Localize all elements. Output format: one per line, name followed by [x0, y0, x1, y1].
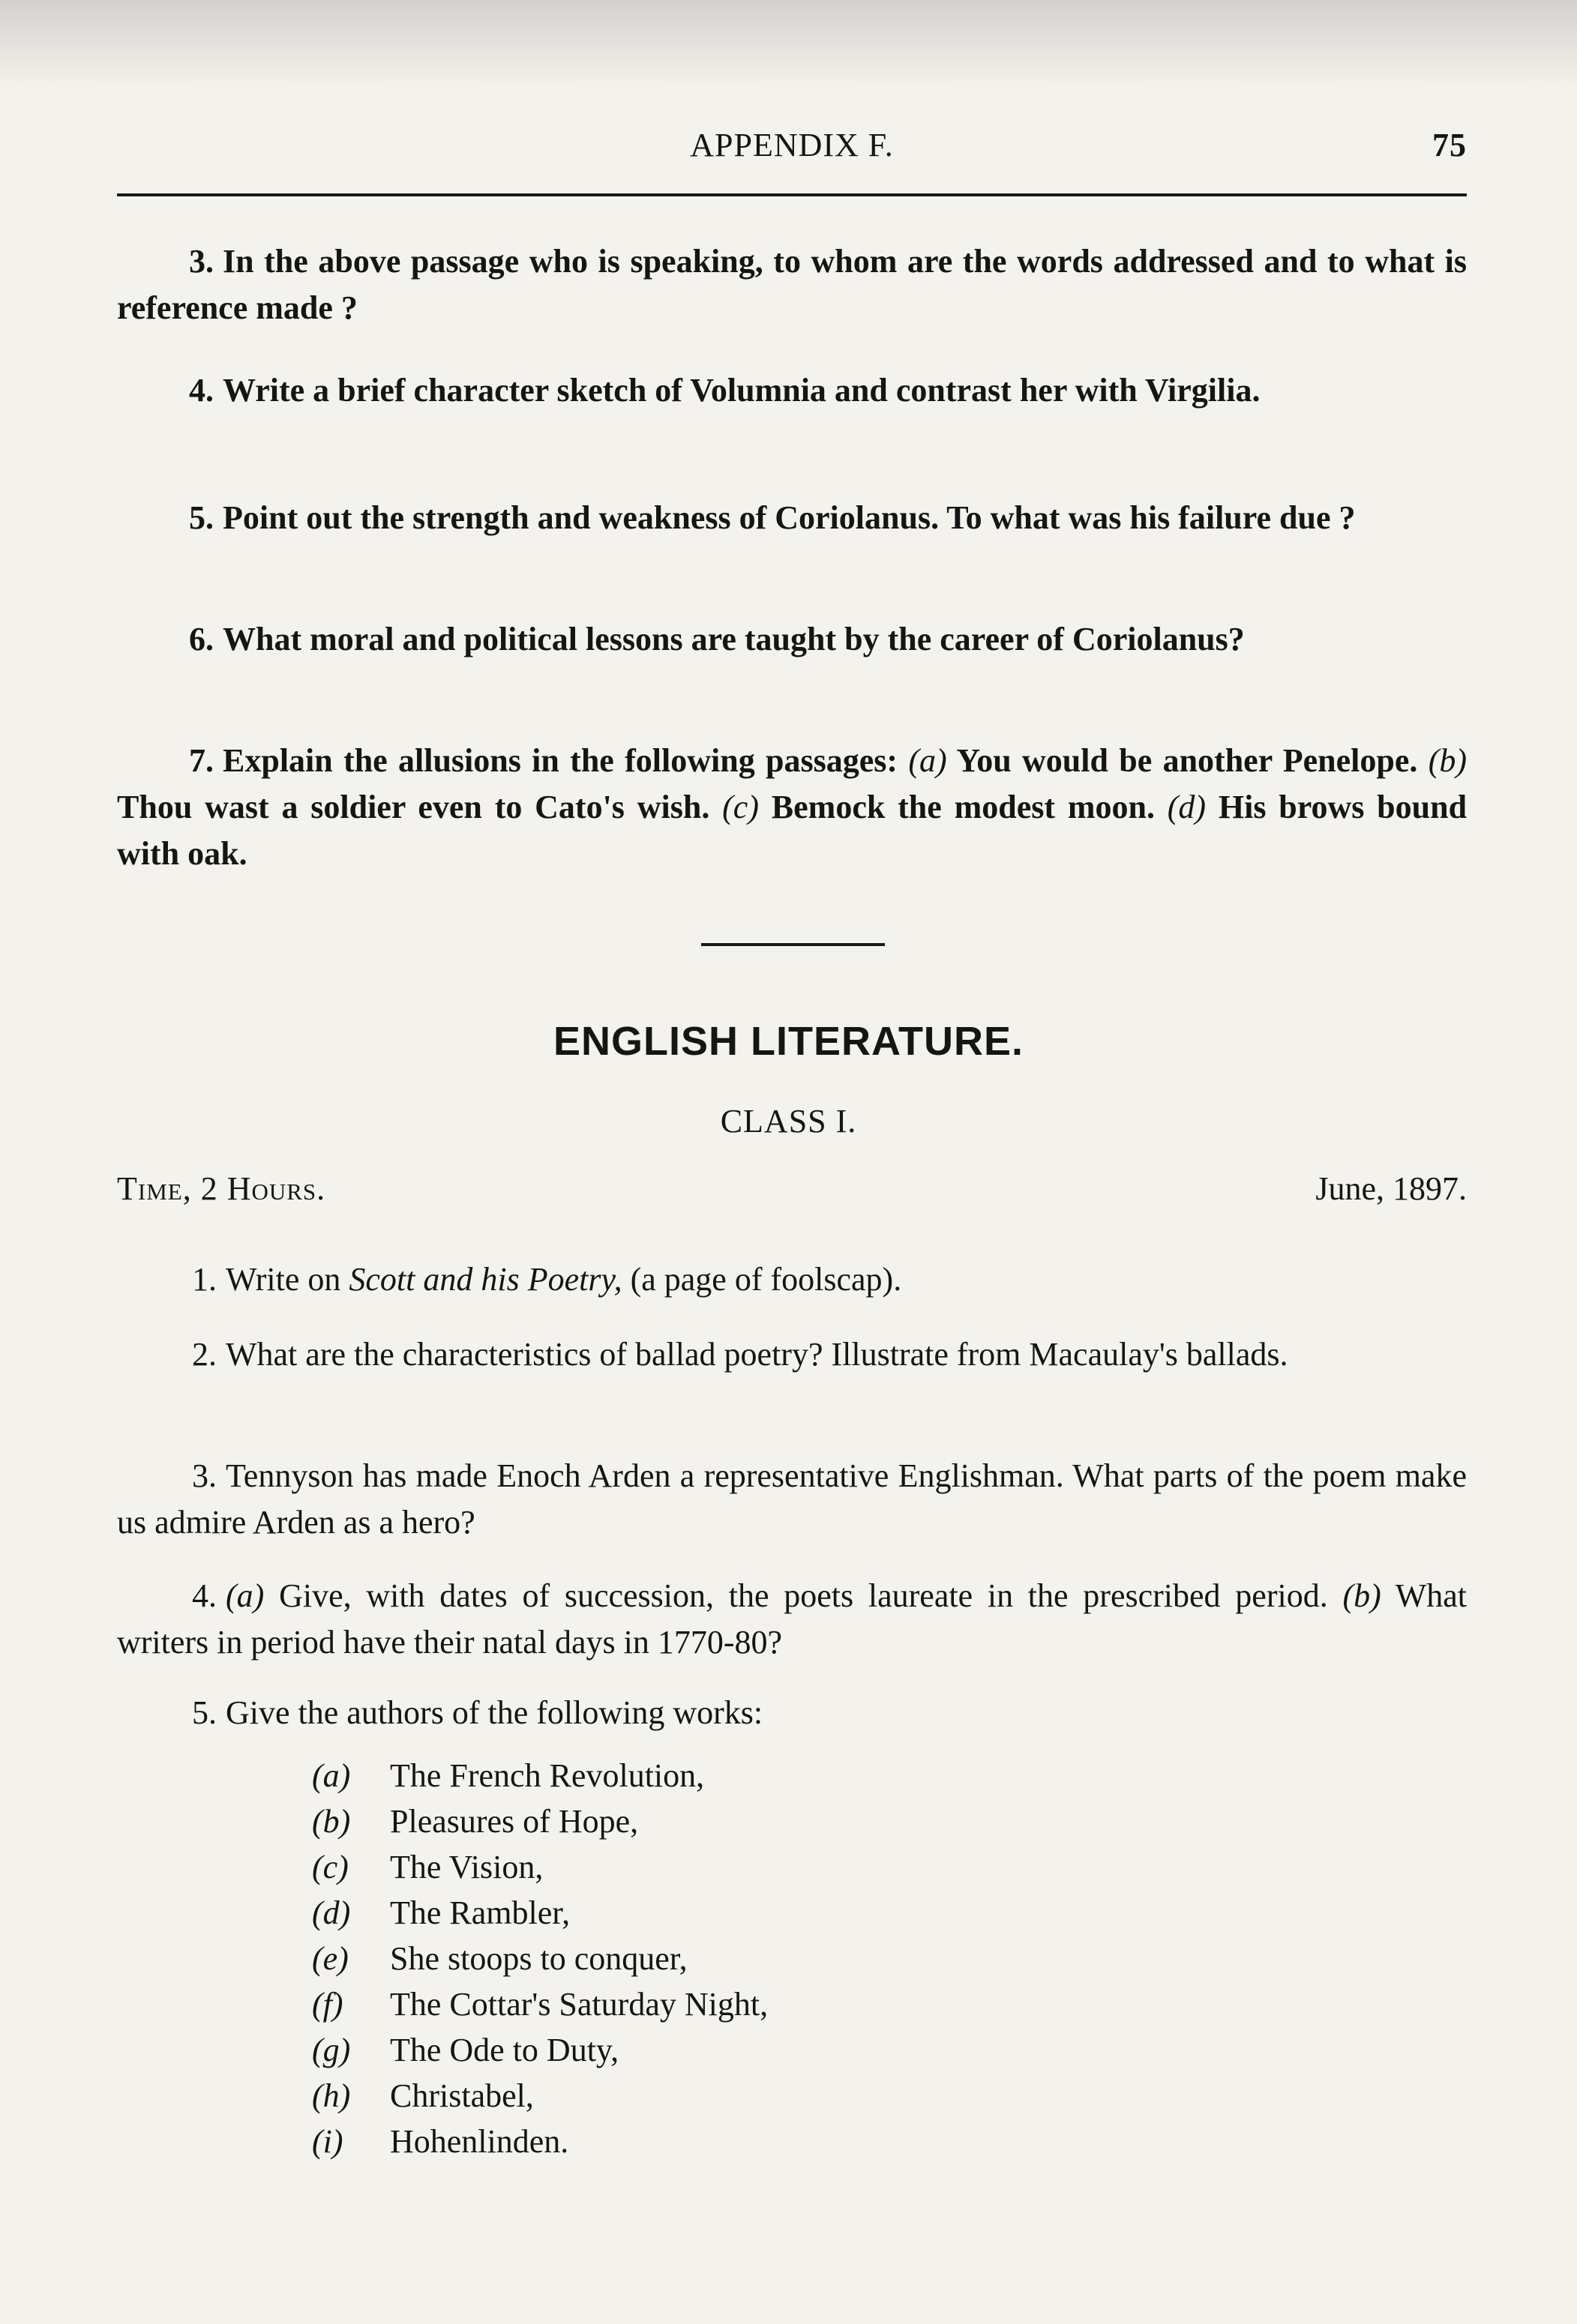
list-item: (h) Christabel,	[312, 2077, 534, 2114]
list-item: (i) Hohenlinden.	[312, 2123, 569, 2160]
list-item: (c) The Vision,	[312, 1849, 544, 1885]
prior-question-5: 5. Point out the strength and weakness of Coriolanus. To what was his failure due ?	[189, 499, 1356, 536]
part-label: (a)	[908, 742, 947, 779]
works-list	[312, 1753, 768, 2164]
exam-date: June, 1897.	[1315, 1170, 1467, 1207]
question-1: 1. Write on Scott and his Poetry, (a page of foolscap).	[192, 1261, 902, 1298]
header-rule	[117, 193, 1467, 196]
prior-question-3: 3. In the above passage who is speaking, to whom are the words addressed and to what is reference made ?	[117, 243, 1467, 326]
class-title: CLASS I.	[720, 1103, 857, 1140]
prior-question-7: 7. Explain the allusions in the following passages: (a) You would be another Penelope. (b) Thou wast a soldier even to Cato's wish. (c) Bemock the modest moon. (d) His brows bound with oak.	[117, 742, 1468, 872]
question-3: 3. Tennyson has made Enoch Arden a representative Englishman. What parts of the poem make us admire Arden as a hero?	[117, 1457, 1467, 1541]
question-4: 4. (a) Give, with dates of succession, the poets laureate in the prescribed period. (b) What writers in period have their natal days in 1770-80?	[117, 1577, 1468, 1661]
list-item: (b) Pleasures of Hope,	[312, 1803, 639, 1840]
topic-italic: Scott and his Poetry,	[349, 1261, 622, 1298]
part-label: (b)	[1428, 742, 1468, 779]
list-item: (g) The Ode to Duty,	[312, 2032, 619, 2068]
list-item: (d) The Rambler,	[312, 1894, 571, 1931]
exam-time-line	[117, 1169, 1467, 1208]
scan-shading	[0, 0, 1577, 90]
prior-question-6: 6. What moral and political lessons are taught by the career of Coriolanus?	[189, 621, 1245, 657]
page-header	[117, 126, 1467, 171]
prior-question-4: 4. Write a brief character sketch of Volumnia and contrast her with Virgilia.	[189, 372, 1261, 409]
exam-time: Time, 2 Hours.	[117, 1170, 326, 1207]
question-5: 5. Give the authors of the following works:	[192, 1694, 763, 1731]
section-title: ENGLISH LITERATURE.	[553, 1019, 1024, 1064]
question-2: 2. What are the characteristics of ballad poetry? Illustrate from Macaulay's ballads.	[192, 1336, 1288, 1373]
part-label: (d)	[1167, 789, 1207, 825]
running-title: APPENDIX F.	[690, 127, 894, 163]
part-label: (c)	[722, 789, 759, 825]
list-item: (f) The Cottar's Saturday Night,	[312, 1986, 769, 2023]
list-item: (e) She stoops to conquer,	[312, 1940, 688, 1977]
list-item: (a) The French Revolution,	[312, 1757, 705, 1794]
page-number: 75	[1432, 127, 1467, 163]
section-divider	[701, 943, 885, 946]
